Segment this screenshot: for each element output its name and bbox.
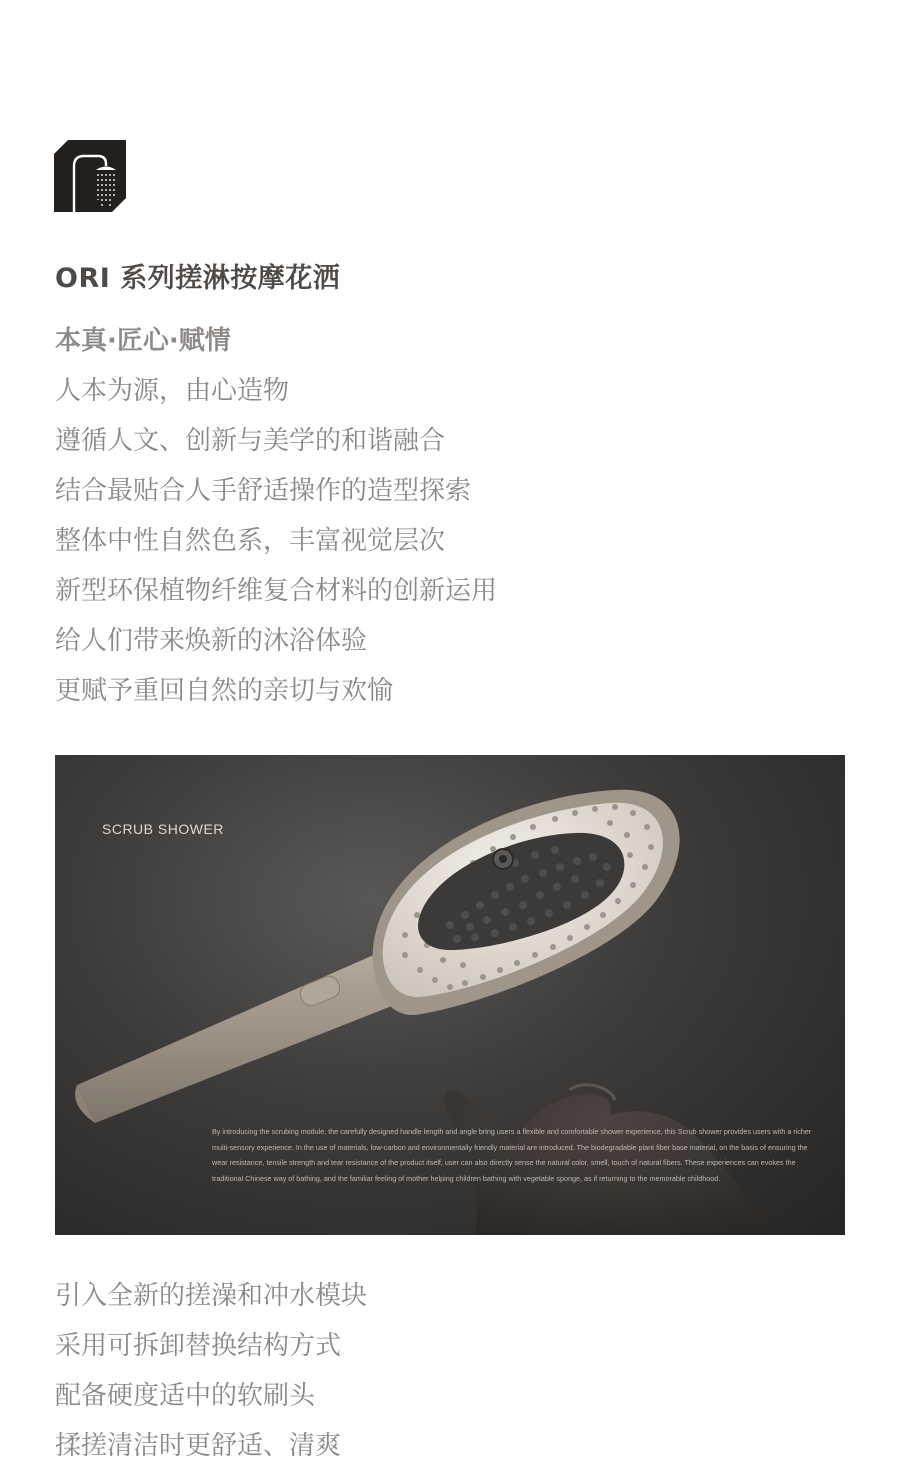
feature-line: 揉搓清洁时更舒适、清爽 xyxy=(55,1431,342,1461)
intro-line: 人本为源，由心造物 xyxy=(55,376,290,406)
intro-line: 结合最贴合人手舒适操作的造型探索 xyxy=(55,476,472,506)
page-title: ORI 系列搓淋按摩花洒 xyxy=(55,263,341,294)
intro-text xyxy=(55,322,497,722)
intro-line: 遵循人文、创新与美学的和谐融合 xyxy=(55,426,446,456)
hero-label: SCRUB SHOWER xyxy=(102,821,224,837)
intro-line: 新型环保植物纤维复合材料的创新运用 xyxy=(55,576,498,606)
feature-line: 配备硬度适中的软刷头 xyxy=(55,1381,316,1411)
brand-logo xyxy=(54,140,126,212)
shower-head xyxy=(373,790,680,1015)
motto: 本真·匠心·赋情 xyxy=(55,326,231,356)
intro-line: 给人们带来焕新的沐浴体验 xyxy=(55,626,368,656)
feature-line: 引入全新的搓澡和冲水模块 xyxy=(55,1281,368,1311)
intro-line: 整体中性自然色系，丰富视觉层次 xyxy=(55,526,446,556)
feature-line: 采用可拆卸替换结构方式 xyxy=(55,1331,342,1361)
shower-room-icon xyxy=(54,140,126,212)
shower-handle xyxy=(75,950,407,1123)
intro-line: 更赋予重回自然的亲切与欢愉 xyxy=(55,676,394,706)
product-hero-image xyxy=(55,755,845,1235)
feature-text xyxy=(55,1277,367,1477)
hero-description: By introducing the scrubing module, the carefully designed handle length and angle bring users a flexible and comfortable shower experience, this Scrub shower provides users with a richer multi-sensory experience. In the use of materials, low-carbon and environmentally friendly material are introduced. The biodegradable plant fiber base material, on the basis of ensuring the wear resistance, tensile strength and tear resistance of the product itself, user can also directly sense the natural color, smell, touch of natural fibers. These experiences can evokes the traditional Chinese way of bathing, and the familiar feeling of mother helping children bathing with vegetable sponge, as if returning to the memorable childhood. xyxy=(212,1127,812,1183)
